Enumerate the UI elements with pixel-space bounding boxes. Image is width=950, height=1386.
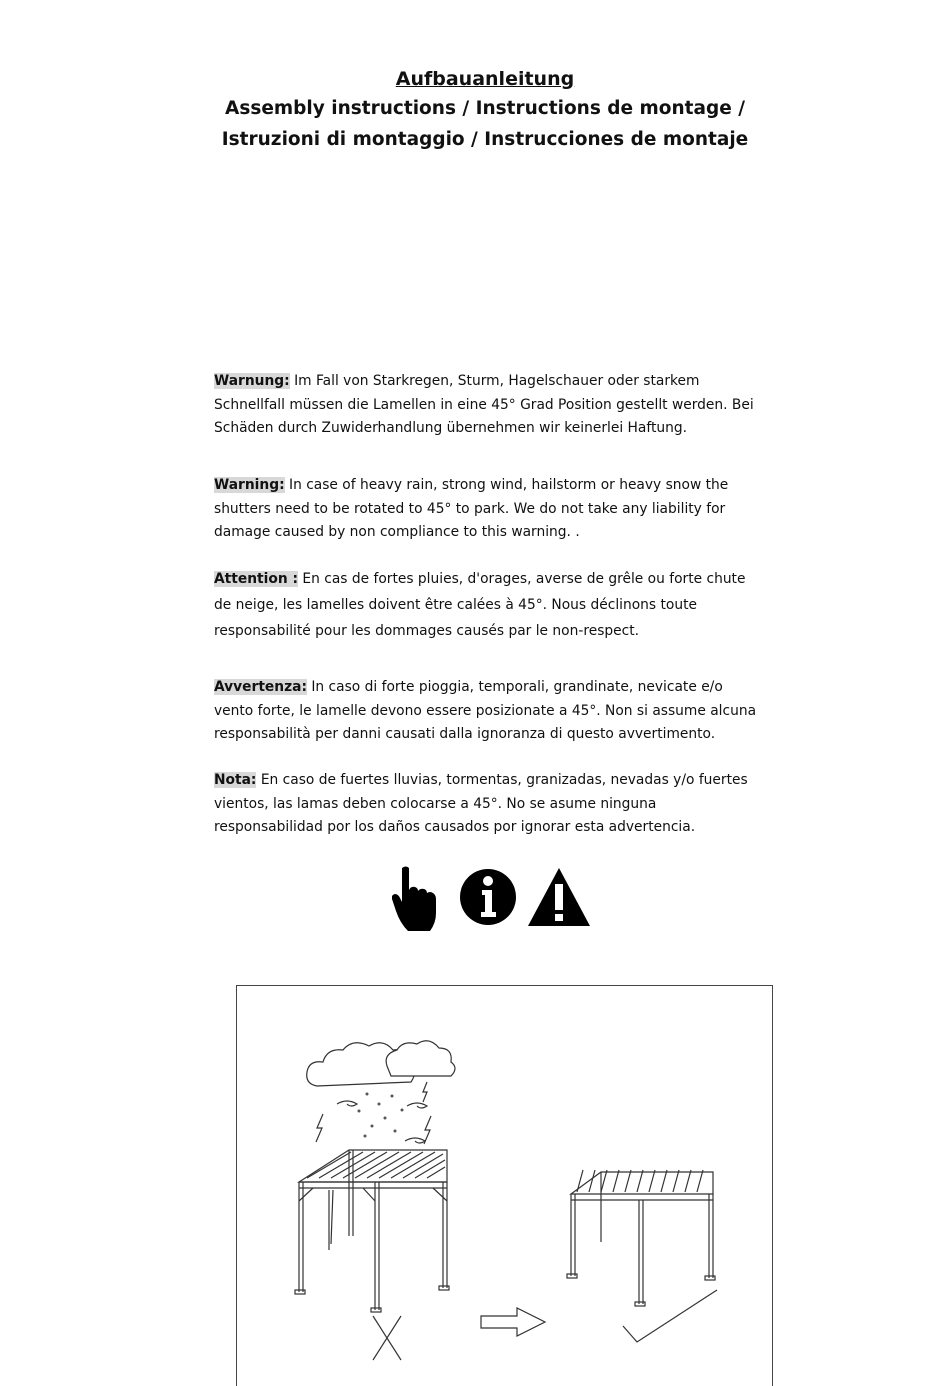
- warning-en: [214, 474, 762, 545]
- warning-label: Warning:: [214, 477, 285, 493]
- warning-label: Avvertenza:: [214, 679, 307, 695]
- warning-label: Attention :: [214, 571, 298, 587]
- title-german: Aufbauanleitung: [395, 68, 575, 90]
- icon-row: [392, 864, 602, 932]
- warning-triangle-icon: [526, 864, 592, 928]
- pointing-hand-icon: [392, 864, 440, 932]
- info-icon: [458, 864, 518, 928]
- warning-de: [214, 370, 762, 441]
- warning-text: En cas de fortes pluies, d'orages, averse de grêle ou forte chute de neige, les lamelles doivent être calées à 45°. Nous déclinons toute responsabilité pour les dommages causés par le non-respect.: [214, 571, 746, 639]
- warning-es: [214, 769, 762, 840]
- pergola-illustration: [237, 986, 772, 1376]
- warning-it: [214, 676, 762, 747]
- warning-text: In caso di forte pioggia, temporali, grandinate, nevicate e/o vento forte, le lamelle devono essere posizionate a 45°. Non si assume alcuna responsabilità per danni causati dalla ignoranza di questo avvertimento.: [214, 679, 757, 742]
- storm-diagram: [236, 985, 773, 1386]
- title-line-2: Assembly instructions / Instructions de montage /: [225, 98, 745, 119]
- warning-fr: [214, 566, 762, 644]
- warning-label: Nota:: [214, 772, 257, 788]
- warning-label: Warnung:: [214, 373, 290, 389]
- title-block: [0, 64, 950, 155]
- warning-text: En caso de fuertes lluvias, tormentas, granizadas, nevadas y/o fuertes vientos, las lamas deben colocarse a 45°. No se asume ninguna responsabilidad por los daños causados por ignorar esta advertencia.: [214, 772, 748, 835]
- warning-text: In case of heavy rain, strong wind, hailstorm or heavy snow the shutters need to be rotated to 45° to park. We do not take any liability for damage caused by non compliance to this warning. .: [214, 477, 729, 540]
- title-line-3: Istruzioni di montaggio / Instrucciones de montaje: [221, 128, 749, 150]
- warning-text: Im Fall von Starkregen, Sturm, Hagelschauer oder starkem Schnellfall müssen die Lamellen in eine 45° Grad Position gestellt werden. Bei Schäden durch Zuwiderhandlung übernehmen wir keinerlei Haftung.: [214, 373, 754, 436]
